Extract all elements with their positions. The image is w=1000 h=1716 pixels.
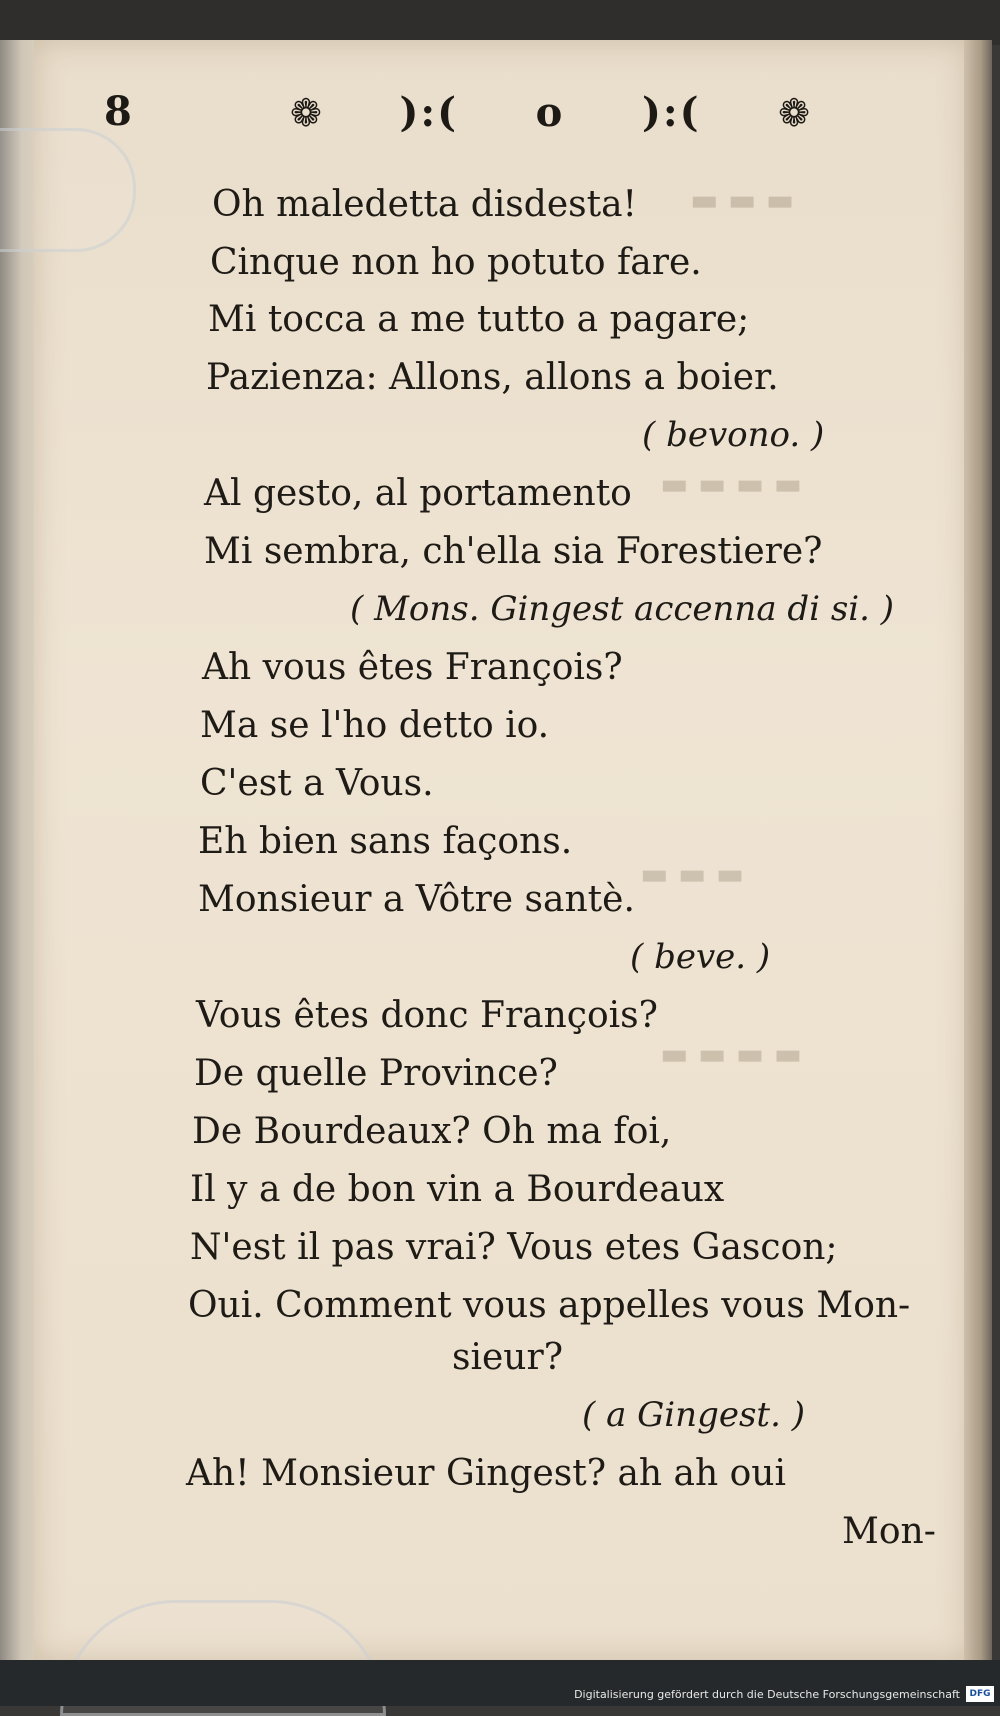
text-line: Il y a de bon vin a Bourdeaux [190, 1169, 725, 1210]
stage-direction: ( Mons. Gingest accenna di si. ) [350, 589, 895, 629]
text-line: Ah vous êtes François? [202, 647, 623, 688]
show-through-mark: ▬ ▬ ▬ ▬ [660, 467, 802, 502]
stage-direction: ( beve. ) [630, 937, 771, 977]
flourish-left-icon: ❁ [290, 91, 322, 135]
ornament-brace-right: ):( [641, 89, 701, 136]
text-line: sieur? [452, 1337, 563, 1378]
catchword: Mon- [842, 1511, 936, 1552]
page-number: 8 [104, 88, 132, 135]
text-line: De Bourdeaux? Oh ma foi, [192, 1111, 672, 1152]
text-line: Pazienza: Allons, allons a boier. [206, 357, 779, 398]
text-line: Mi tocca a me tutto a pagare; [208, 299, 750, 340]
text-line: Al gesto, al portamento [204, 473, 632, 514]
text-line: Ma se l'ho detto io. [200, 705, 550, 746]
scan-background-top [0, 0, 1000, 45]
flourish-right-icon: ❁ [778, 91, 810, 135]
stage-direction: ( bevono. ) [642, 415, 825, 455]
text-line: Mi sembra, ch'ella sia Forestiere? [204, 531, 823, 572]
text-line: Monsieur a Vôtre santè. [198, 879, 635, 920]
ornament-brace-left: ):( [399, 89, 459, 136]
text-line: Cinque non ho potuto fare. [210, 242, 702, 283]
dfg-logo-icon: DFG [966, 1686, 994, 1702]
facing-page-edge [0, 40, 36, 1660]
show-through-mark: ▬ ▬ ▬ [690, 183, 795, 218]
show-through-mark: ▬ ▬ ▬ [640, 857, 745, 892]
stage-direction: ( a Gingest. ) [582, 1395, 805, 1435]
text-line: Oui. Comment vous appelles vous Mon- [188, 1285, 911, 1326]
text-line: Vous êtes donc François? [196, 995, 658, 1036]
text-line: N'est il pas vrai? Vous etes Gascon; [190, 1227, 838, 1268]
header-ornament [290, 88, 810, 138]
text-line: C'est a Vous. [200, 763, 434, 804]
text-line: De quelle Province? [194, 1053, 558, 1094]
text-line: Eh bien sans façons. [198, 821, 573, 862]
glass-weight-reflection [0, 128, 136, 252]
digitization-credit: Digitalisierung gefördert durch die Deutsche Forschungsgemeinschaft [574, 1688, 960, 1701]
text-line: Ah! Monsieur Gingest? ah ah oui [186, 1453, 786, 1494]
text-line: Oh maledetta disdesta! [212, 184, 638, 225]
show-through-mark: ▬ ▬ ▬ ▬ [660, 1037, 802, 1072]
ornament-center: o [535, 89, 565, 136]
page-fore-edge [964, 40, 992, 1660]
